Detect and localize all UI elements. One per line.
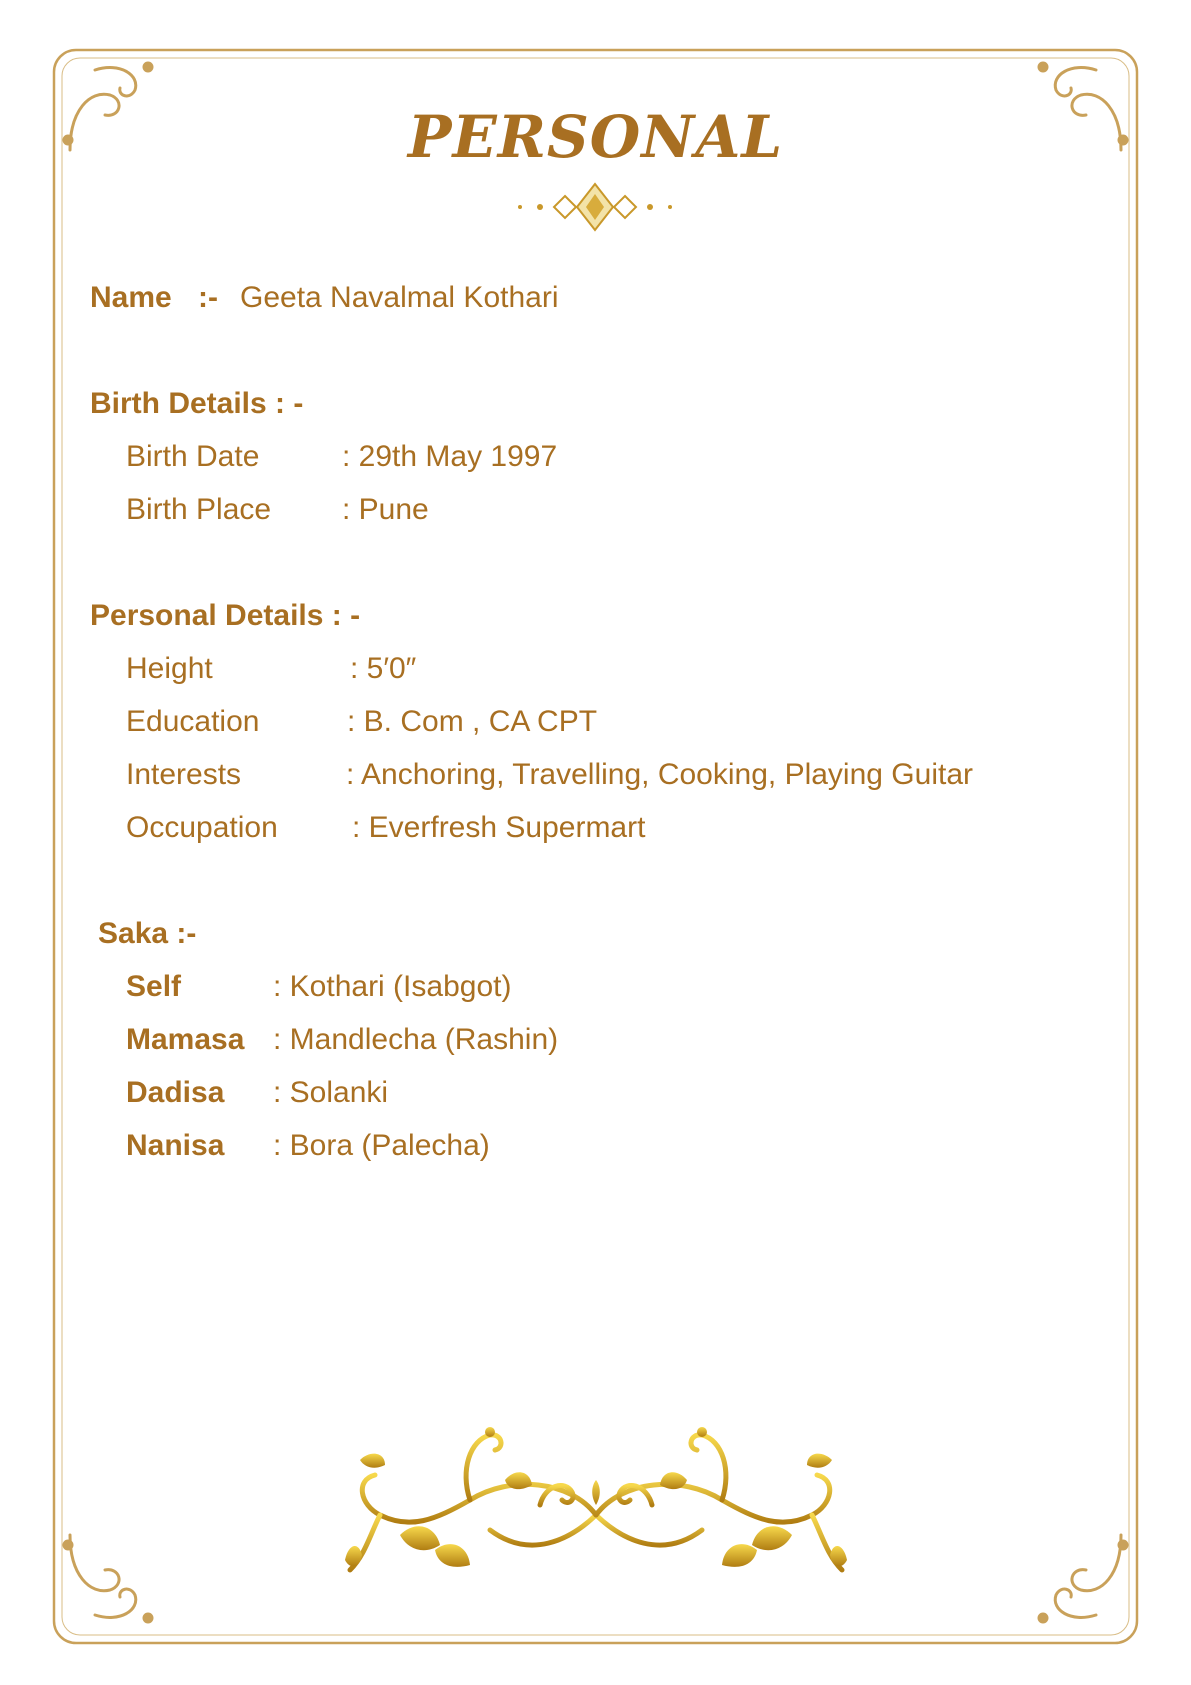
birth-place-label: Birth Place (126, 493, 272, 526)
saka-self-label: Self (126, 970, 182, 1003)
saka-nanisa-label: Nanisa (126, 1129, 225, 1162)
page-title: PERSONAL (407, 103, 784, 171)
birth-details-heading: Birth Details : - (90, 387, 304, 420)
birth-date-value: : 29th May 1997 (342, 440, 558, 473)
height-value: : 5′0″ (350, 652, 417, 685)
interests-value: : Anchoring, Travelling, Cooking, Playing Guitar (346, 758, 973, 791)
title-divider-ornament-icon (360, 178, 830, 236)
occupation-value: : Everfresh Supermart (352, 811, 646, 844)
name-value: Geeta Navalmal Kothari (240, 281, 559, 314)
saka-heading: Saka :- (98, 917, 197, 950)
bottom-floral-flourish-icon (340, 1420, 852, 1588)
saka-self-value: : Kothari (Isabgot) (273, 970, 512, 1003)
saka-mamasa-value: : Mandlecha (Rashin) (273, 1023, 559, 1056)
corner-scroll-bottom-left-icon (64, 1535, 152, 1622)
birth-place-value: : Pune (342, 493, 429, 526)
name-label: Name (90, 281, 172, 314)
name-separator: :- (198, 281, 218, 314)
height-label: Height (126, 652, 213, 685)
corner-scroll-bottom-right-icon (1039, 1535, 1127, 1622)
saka-mamasa-label: Mamasa (126, 1023, 245, 1056)
personal-details-heading: Personal Details : - (90, 599, 361, 632)
interests-label: Interests (126, 758, 242, 791)
education-value: : B. Com , CA CPT (347, 705, 598, 738)
saka-dadisa-value: : Solanki (273, 1076, 389, 1109)
birth-date-label: Birth Date (126, 440, 260, 473)
saka-nanisa-value: : Bora (Palecha) (273, 1129, 490, 1162)
education-label: Education (126, 705, 260, 738)
occupation-label: Occupation (126, 811, 278, 844)
saka-dadisa-label: Dadisa (126, 1076, 225, 1109)
